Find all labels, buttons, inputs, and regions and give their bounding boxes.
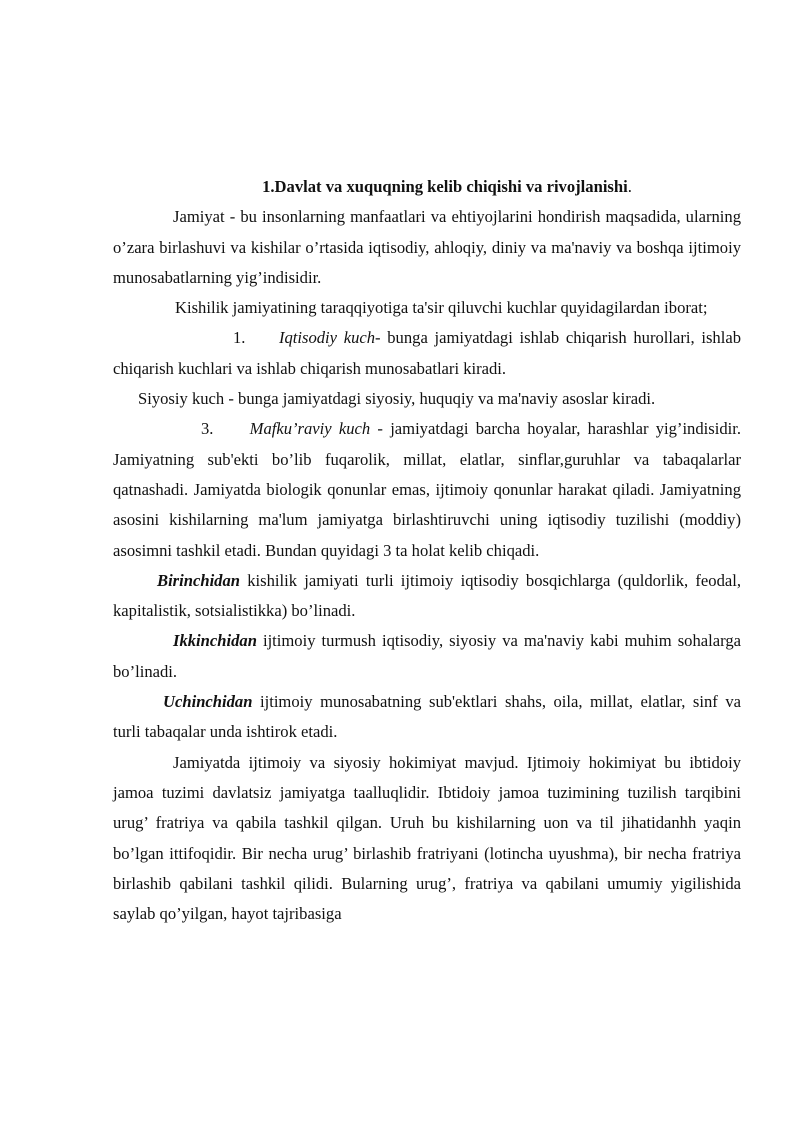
term-third: Uchinchidan	[163, 692, 253, 712]
list-item-economic-force	[113, 323, 741, 384]
item-text: bunga jamiyatdagi ishlab chiqarish hurollari, ishlab chiqarish kuchlari va ishlab chiqarish munosabatlari kiradi.	[113, 328, 741, 378]
list-number: 1.	[233, 328, 246, 348]
paragraph-second	[113, 626, 741, 687]
paragraph-first	[113, 566, 741, 627]
term-economic-force: Iqtisodiy kuch-	[278, 328, 381, 348]
list-number: 3.	[201, 419, 214, 439]
section-title-dot: .	[627, 177, 632, 196]
item-text: ijtimoiy turmush iqtisodiy, siyosiy va ma'naviy kabi muhim sohalarga bo’linadi.	[113, 631, 741, 681]
paragraph-forces-intro: Kishilik jamiyatining taraqqiyotiga ta'sir qiluvchi kuchlar quyidagilardan iborat;	[175, 298, 708, 318]
document-page	[113, 172, 741, 929]
paragraph-society-definition: Jamiyat - bu insonlarning manfaatlari va ehtiyojlarini hondirish maqsadida, ularning o’zara birlashuvi va kishilar o’rtasida iqtisodiy, ahloqiy, diniy va ma'naviy va boshqa ijtimoiy munosabatlarning yig’indisidir.	[113, 207, 741, 287]
paragraph-third	[113, 687, 741, 748]
list-item-political-force: Siyosiy kuch - bunga jamiyatdagi siyosiy, huquqiy va ma'naviy asoslar kiradi.	[138, 389, 656, 409]
item-text: kishilik jamiyati turli ijtimoiy iqtisodiy bosqichlarga (quldorlik, feodal, kapitalistik, sotsialistikka) bo’linadi.	[113, 570, 741, 621]
term-first: Birinchidan	[157, 570, 241, 590]
section-title	[113, 172, 741, 202]
term-ideological-force: Mafku’raviy kuch	[249, 419, 371, 439]
item-text: ijtimoiy munosabatning sub'ektlari shahs, oila, millat, elatlar, sinf va turli tabaqalar unda ishtirok etadi.	[113, 692, 741, 742]
term-second: Ikkinchidan	[173, 631, 257, 651]
paragraph-power: Jamiyatda ijtimoiy va siyosiy hokimiyat mavjud. Ijtimoiy hokimiyat bu ibtidoiy jamoa tuzimi davlatsiz jamiyatga taalluqlidir. Ibtidoiy jamoa tuzimining tuzilish tarqibini urug’ fratriya va qabila tashkil qilgan. Uruh bu kishilarning uon va til jihatidanhh yaqin bo’lgan ittifoqidir. Bir necha urug’ birlashib fratriyani (lotincha uyushma), bir necha fratriya birlashib qabilani tashkil qilidi. Bularning urug’, fratriya va qabilani umumiy yigilishida saylab qo’yilgan, hayot tajribasiga	[113, 752, 741, 924]
item-text: - jamiyatdagi barcha hoyalar, harashlar yig’indisidir. Jamiyatning sub'ekti bo’lib fuqarolik, millat, elatlar, sinflar,guruhlar va tabaqalarlar qatnashadi. Jamiyatda biologik qonunlar emas, ijtimoiy qonunlar harakat qiladi. Jamiyatning asosini kishilarning ma'lum jamiyatga birlashtiruvchi uning iqtisodiy tuzilishi (moddiy) asosimni tashkil etadi. Bundan quyidagi 3 ta holat kelib chiqadi.	[113, 419, 741, 560]
list-item-ideological-force	[113, 414, 741, 565]
section-title-text: 1.Davlat va xuquqning kelib chiqishi va rivojlanishi	[262, 177, 628, 196]
